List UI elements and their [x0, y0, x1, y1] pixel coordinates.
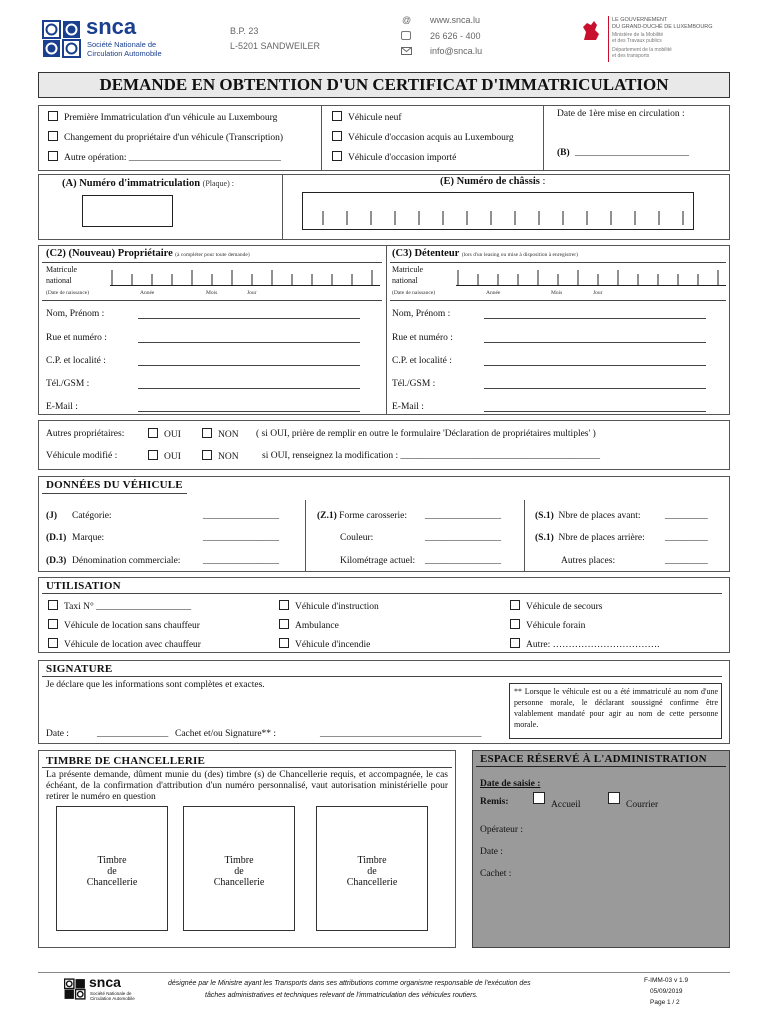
c3-street-field[interactable]: [484, 342, 706, 343]
other-owners-oui-checkbox[interactable]: [148, 428, 158, 438]
admin-title-underline: [476, 766, 726, 767]
modified-note[interactable]: si OUI, renseignez la modification : __________________________________________: [262, 451, 601, 461]
usage-ambulance-checkbox[interactable]: [279, 619, 289, 629]
c2-tel-label: Tél./GSM :: [46, 379, 90, 389]
mileage-field[interactable]: ________________: [425, 556, 501, 566]
email-text: info@snca.lu: [430, 46, 483, 56]
page-number: Page 1 / 2: [650, 999, 680, 1006]
brand-row: (D.1) Marque:: [46, 533, 105, 543]
usage-rental-no-driver-checkbox[interactable]: [48, 619, 58, 629]
footer-divider: [38, 972, 730, 973]
stamp2-line3: Chancellerie: [213, 877, 265, 888]
snca-brand: snca: [86, 14, 137, 39]
snca-org-line2: Circulation Automobile: [87, 49, 162, 58]
remis-accueil-checkbox[interactable]: [533, 792, 545, 804]
chassis-tick-marks: [302, 211, 694, 225]
usage-rental-no-driver[interactable]: Véhicule de location sans chauffeur: [48, 619, 200, 631]
gov-line4: et des Travaux publics: [612, 38, 662, 44]
used-imported-checkbox[interactable]: [332, 151, 342, 161]
c2-street-field[interactable]: [138, 342, 360, 343]
other-owners-note: ( si OUI, prière de remplir en outre le formulaire 'Déclaration de propriétaires multiples' ): [256, 429, 596, 439]
used-lux-option[interactable]: Véhicule d'occasion acquis au Luxembourg: [332, 131, 514, 143]
signature-title-underline: [42, 676, 722, 677]
vehicle-title: DONNÉES DU VÉHICULE: [46, 479, 183, 491]
c3-month-label: Mois: [551, 290, 563, 296]
used-imported-option[interactable]: Véhicule d'occasion importé: [332, 151, 456, 163]
commercial-name-row: (D.3) Dénomination commerciale:: [46, 556, 181, 566]
gov-line6: et des transports: [612, 53, 650, 59]
c3-birth-label: (Date de naissance): [392, 290, 436, 296]
modified-label: Véhicule modifié :: [46, 451, 118, 461]
body-form-row: (Z.1) Forme carosserie:: [317, 511, 407, 521]
commercial-name-field[interactable]: ________________: [203, 556, 279, 566]
category-row: (J) Catégorie:: [46, 511, 112, 521]
c2-month-label: Mois: [206, 290, 218, 296]
modified-non[interactable]: NON: [202, 450, 239, 462]
c3-mail-field[interactable]: [484, 411, 706, 412]
other-owners-non[interactable]: NON: [202, 428, 239, 440]
stamp-box-3[interactable]: [316, 806, 428, 931]
request-type-divider1: [321, 105, 322, 171]
vehicle-title-underline: [42, 493, 187, 494]
first-circulation-label: Date de 1ère mise en circulation :: [557, 109, 685, 119]
front-seats-field[interactable]: _________: [665, 511, 708, 521]
usage-rental-driver-checkbox[interactable]: [48, 638, 58, 648]
gov-line1: LE GOUVERNEMENT: [612, 17, 668, 23]
footer-logo: [64, 976, 164, 1006]
b-label: (B): [557, 148, 570, 158]
admin-cachet-label: Cachet :: [480, 869, 512, 879]
usage-fairground[interactable]: Véhicule forain: [510, 619, 585, 631]
category-field[interactable]: ________________: [203, 511, 279, 521]
usage-title-underline: [42, 593, 722, 594]
remis-courrier-checkbox[interactable]: [608, 792, 620, 804]
page-title: DEMANDE EN OBTENTION D'UN CERTIFICAT D'IMMATRICULATION: [99, 75, 669, 94]
other-operation-checkbox[interactable]: [48, 151, 58, 161]
owner-change-option[interactable]: Changement du propriétaire d'un véhicule (Transcription): [48, 131, 283, 143]
snca-logo: [42, 14, 172, 60]
c2-cp-label: C.P. et localité :: [46, 356, 106, 366]
new-vehicle-checkbox[interactable]: [332, 111, 342, 121]
c2-birth-label: (Date de naissance): [46, 290, 90, 296]
phone-icon: [401, 31, 411, 40]
c2-matricule-field[interactable]: [110, 270, 380, 286]
remis-label: Remis:: [480, 797, 509, 807]
rear-seats-field[interactable]: _________: [665, 533, 708, 543]
usage-fire[interactable]: Véhicule d'incendie: [279, 638, 370, 650]
footer-org-line2: Circulation Automobile: [90, 996, 135, 1001]
envelope-icon: [401, 47, 412, 58]
c3-matricule-label1: Matricule: [392, 265, 424, 274]
owner-change-checkbox[interactable]: [48, 131, 58, 141]
stamp-title: TIMBRE DE CHANCELLERIE: [46, 755, 206, 767]
address-line1: B.P. 23: [230, 26, 259, 36]
plate-chassis-divider: [282, 174, 283, 240]
other-seats-field[interactable]: _________: [665, 556, 708, 566]
usage-other[interactable]: Autre: …………………………….: [510, 638, 660, 650]
remis-accueil[interactable]: Accueil: [533, 792, 581, 806]
color-label: Couleur:: [340, 533, 374, 543]
stamp-text: La présente demande, dûment munie du (des) timbre (s) de Chancellerie requis, et accompagnée, le cas échéant, de la confirmation d'attribution d'un numéro personnalisé, vaut autorisation ministérielle pour retirer le numéro en question: [46, 770, 448, 802]
c3-cp-field[interactable]: [484, 365, 706, 366]
usage-other-checkbox[interactable]: [510, 638, 520, 648]
declaration-text: Je déclare que les informations sont complètes et exactes.: [46, 680, 265, 690]
c3-matricule-ticks: [456, 270, 726, 286]
front-seats-row: (S.1) Nbre de places avant:: [535, 511, 641, 521]
c2-birth-underline: [42, 300, 382, 301]
c2-title-underline: [42, 262, 382, 263]
other-operation-option[interactable]: Autre opération: ________________________________: [48, 151, 281, 163]
gov-line5: Département de la mobilité: [612, 47, 672, 53]
footer-text2: tâches administratives et techniques relevant de l'immatriculation des véhicules routiers.: [205, 992, 478, 999]
b-date-field[interactable]: ________________________: [575, 148, 689, 158]
c3-name-field[interactable]: [484, 318, 706, 319]
signature-date-field[interactable]: _______________: [97, 729, 169, 739]
c3-matricule-label2: national: [392, 276, 418, 285]
footer-org-line1: Société Nationale de: [90, 991, 132, 996]
stamp1-line1: Timbre: [97, 855, 127, 866]
c3-title-underline: [390, 262, 726, 263]
signature-field[interactable]: __________________________________: [320, 729, 482, 739]
plate-number-field[interactable]: [82, 195, 173, 227]
new-vehicle-option[interactable]: Véhicule neuf: [332, 111, 402, 123]
extra-section: [38, 420, 730, 470]
c3-tel-field[interactable]: [484, 388, 706, 389]
stamp1-line3: Chancellerie: [86, 877, 138, 888]
stamp-box-1[interactable]: [56, 806, 168, 931]
other-owners-oui[interactable]: OUI: [148, 428, 181, 440]
at-icon: @: [402, 15, 412, 25]
c3-year-label: Année: [486, 290, 501, 296]
c2-title: (C2) (Nouveau) Propriétaire (à compléter pour toute demande): [46, 248, 250, 259]
usage-ambulance[interactable]: Ambulance: [279, 619, 339, 631]
c3-street-label: Rue et numéro :: [392, 333, 453, 343]
stamp3-line3: Chancellerie: [346, 877, 398, 888]
c3-day-label: Jour: [593, 290, 603, 296]
gov-line2: DU GRAND-DUCHÉ DE LUXEMBOURG: [612, 24, 713, 30]
legal-entity-note: ** Lorsque le véhicule est ou a été immatriculé au nom d'une personne morale, le déclarant soussigné confirme être valablement mandaté pour agir au nom de cette personne morale.: [514, 687, 718, 729]
snca-org-line1: Société Nationale de: [87, 40, 157, 49]
snca-logo-icon: [42, 20, 82, 58]
remis-courrier[interactable]: Courrier: [608, 792, 658, 806]
usage-taxi[interactable]: Taxi N° ____________________: [48, 600, 191, 612]
c2-matricule-label2: national: [46, 276, 72, 285]
usage-fire-checkbox[interactable]: [279, 638, 289, 648]
footer-text1: désignée par le Ministre ayant les Transports dans ses attributions comme organisme responsable de l'exécution des: [168, 980, 531, 987]
stamp2-line1: Timbre: [224, 855, 254, 866]
website-text: www.snca.lu: [430, 15, 481, 25]
stamp2-line2: de: [234, 866, 244, 877]
admin-date-label: Date :: [480, 847, 503, 857]
body-form-field[interactable]: ________________: [425, 511, 501, 521]
form-id: F-IMM-03 v 1.9: [644, 977, 689, 984]
c2-matricule-ticks: [110, 270, 380, 286]
usage-instruction[interactable]: Véhicule d'instruction: [279, 600, 379, 612]
operator-label: Opérateur :: [480, 825, 523, 835]
stamp1-line2: de: [107, 866, 117, 877]
vehicle-divider2: [524, 500, 525, 572]
chassis-label: (E) Numéro de châssis :: [440, 176, 546, 187]
stamp-title-underline: [42, 767, 452, 768]
first-registration-checkbox[interactable]: [48, 111, 58, 121]
stamp-box-2[interactable]: [183, 806, 295, 931]
usage-title: UTILISATION: [46, 580, 121, 592]
plate-label: (A) Numéro d'immatriculation (Plaque) :: [62, 178, 234, 189]
usage-rental-driver[interactable]: Véhicule de location avec chauffeur: [48, 638, 201, 650]
stamp3-line1: Timbre: [357, 855, 387, 866]
chassis-ticks: [302, 211, 694, 225]
c2-cp-field[interactable]: [138, 365, 360, 366]
gov-logo: [578, 14, 738, 66]
gov-line3: Ministère de la Mobilité: [612, 32, 664, 38]
modified-oui[interactable]: OUI: [148, 450, 181, 462]
brand-field[interactable]: ________________: [203, 533, 279, 543]
c3-name-label: Nom, Prénom :: [392, 309, 451, 319]
usage-taxi-checkbox[interactable]: [48, 600, 58, 610]
signature-title: SIGNATURE: [46, 663, 113, 675]
c3-tel-label: Tél./GSM :: [392, 379, 436, 389]
usage-instruction-checkbox[interactable]: [279, 600, 289, 610]
gov-divider: [608, 16, 609, 62]
usage-rescue-checkbox[interactable]: [510, 600, 520, 610]
c3-matricule-field[interactable]: [456, 270, 726, 286]
color-field[interactable]: ________________: [425, 533, 501, 543]
signature-date-label: Date :: [46, 729, 69, 739]
footer-brand: snca: [89, 974, 121, 990]
owner-divider: [386, 245, 387, 415]
entry-date-label: Date de saisie :: [480, 779, 541, 789]
c3-mail-label: E-Mail :: [392, 402, 424, 412]
c3-title: (C3) Détenteur (lors d'un leasing ou mise à disposition à enregistrer): [392, 248, 578, 259]
c2-matricule-label1: Matricule: [46, 265, 78, 274]
c2-name-label: Nom, Prénom :: [46, 309, 105, 319]
footer-snca-icon: [64, 978, 86, 1000]
phone-text: 26 626 - 400: [430, 31, 481, 41]
address-line2: L-5201 SANDWEILER: [230, 41, 321, 51]
modified-oui-checkbox[interactable]: [148, 450, 158, 460]
c2-name-field[interactable]: [138, 318, 360, 319]
c2-tel-field[interactable]: [138, 388, 360, 389]
modified-non-checkbox[interactable]: [202, 450, 212, 460]
form-date: 05/09/2019: [650, 988, 683, 995]
request-type-divider2: [543, 105, 544, 171]
other-owners-label: Autres propriétaires:: [46, 429, 125, 439]
c2-year-label: Année: [140, 290, 155, 296]
used-lux-checkbox[interactable]: [332, 131, 342, 141]
c2-mail-label: E-Mail :: [46, 402, 78, 412]
c2-mail-field[interactable]: [138, 411, 360, 412]
cachet-signature-label: Cachet et/ou Signature** :: [175, 729, 277, 739]
admin-title: ESPACE RÉSERVÉ À L'ADMINISTRATION: [480, 753, 707, 765]
mileage-label: Kilométrage actuel:: [340, 556, 416, 566]
usage-rescue[interactable]: Véhicule de secours: [510, 600, 603, 612]
c3-birth-underline: [390, 300, 726, 301]
stamp3-line2: de: [367, 866, 377, 877]
usage-fairground-checkbox[interactable]: [510, 619, 520, 629]
other-seats-label: Autres places:: [561, 556, 616, 566]
c2-day-label: Jour: [247, 290, 257, 296]
c2-street-label: Rue et numéro :: [46, 333, 107, 343]
vehicle-divider1: [305, 500, 306, 572]
c3-cp-label: C.P. et localité :: [392, 356, 452, 366]
first-registration-option[interactable]: Première Immatriculation d'un véhicule au Luxembourg: [48, 111, 277, 123]
rear-seats-row: (S.1) Nbre de places arrière:: [535, 533, 645, 543]
lion-icon: [578, 18, 604, 44]
other-owners-non-checkbox[interactable]: [202, 428, 212, 438]
